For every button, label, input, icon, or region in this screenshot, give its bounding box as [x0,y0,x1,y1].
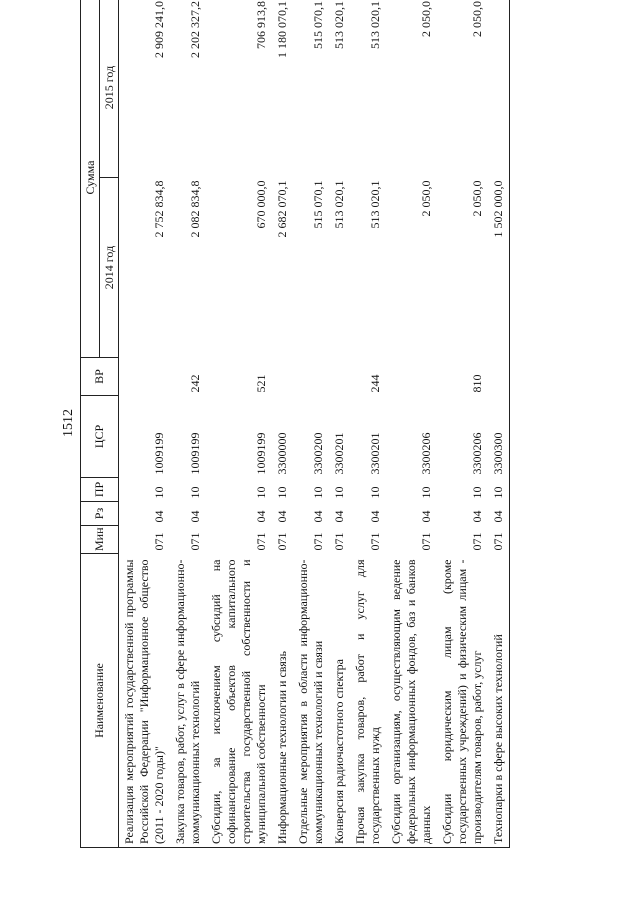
header-pr: ПР [81,478,119,502]
row-vr: 242 [188,374,202,393]
row-csr: 3300300 [488,396,510,478]
header-csr: ЦСР [81,396,119,478]
row-min: 071 [332,532,346,551]
row-rz: 04 [419,510,433,523]
row-min: 071 [188,532,202,551]
row-sum-2015: 513 020,1 [350,0,386,178]
row-name: Субсидии юридическим лицам (кроме государственных учреждений) и физическим лицам - производителям товаров, работ, услуг [437,554,488,848]
row-sum-2015 [488,0,510,178]
row-csr: 3300206 [470,432,484,475]
row-min: 071 [152,532,166,551]
row-pr: 10 [470,486,484,499]
header-min: Мин [81,526,119,554]
row-name: Субсидии организациям, осуществляющим ведение федеральных информационных фондов, баз и банков данных [386,554,437,848]
row-rz: 04 [254,510,268,523]
table-row [350,0,386,848]
row-rz: 04 [311,510,325,523]
row-csr: 3300000 [275,432,289,475]
row-name: Отдельные мероприятия в области информационно-коммуникационных технологий и связи [293,554,329,848]
row-sum-2014: 2 082 834,8 [188,180,202,238]
row-rz: 04 [188,510,202,523]
table-row [206,0,272,848]
row-vr: 810 [470,374,484,393]
row-sum-2014: 2 050,0 [470,180,484,217]
row-vr [293,358,329,396]
row-rz: 04 [152,510,166,523]
row-vr: 244 [368,374,382,393]
row-min: 071 [368,532,382,551]
table-row [293,0,329,848]
row-csr: 3300201 [368,432,382,475]
row-name: Закупка товаров, работ, услуг в сфере информационно-коммуникационных технологий [170,554,206,848]
row-vr [119,358,171,396]
row-rz: 04 [470,510,484,523]
row-sum-2014: 2 682 070,1 [275,180,289,238]
row-vr [329,358,350,396]
row-sum-2015: 2 050,0 [386,0,437,178]
row-vr [488,358,510,396]
row-name: Информационные технологии и связь [272,554,293,848]
row-sum-2014: 670 000,0 [254,180,268,229]
table-row [119,0,171,848]
row-vr: 521 [254,374,268,393]
row-sum-2015: 513 020,1 [329,0,350,178]
row-pr: 10 [488,478,510,502]
header-rz: Рз [81,502,119,526]
row-sum-2014: 1 502 000,0 [488,178,510,358]
row-sum-2015: 706 913,8 [206,0,272,178]
row-vr [386,358,437,396]
header-2015: 2015 год [100,0,119,178]
row-min: 071 [311,532,325,551]
row-pr: 10 [332,486,346,499]
row-sum-2014: 513 020,1 [368,180,382,229]
header-2014: 2014 год [100,178,119,358]
table-row [170,0,206,848]
table-row [386,0,437,848]
row-sum-2015: 515 070,1 [293,0,329,178]
row-pr: 10 [188,486,202,499]
budget-table [80,0,510,848]
row-sum-2014: 2 050,0 [419,180,433,217]
row-rz: 04 [275,510,289,523]
row-pr: 10 [311,486,325,499]
row-csr: 1009199 [188,432,202,475]
row-pr: 10 [419,486,433,499]
row-rz: 04 [488,502,510,526]
table-row [437,0,488,848]
row-csr: 3300200 [311,432,325,475]
row-min: 071 [275,532,289,551]
rotated-page [60,0,530,848]
row-pr: 10 [368,486,382,499]
header-sum: Сумма [81,0,100,358]
row-min: 071 [419,532,433,551]
row-min: 071 [488,526,510,554]
row-csr: 3300201 [332,432,346,475]
row-csr: 1009199 [152,432,166,475]
table-row [272,0,293,848]
row-vr [272,358,293,396]
row-pr: 10 [254,486,268,499]
row-sum-2015: 1 180 070,1 [272,0,293,178]
row-sum-2015: 2 202 327,2 [170,0,206,178]
row-pr: 10 [152,486,166,499]
row-min: 071 [470,532,484,551]
table-row [329,0,350,848]
table-row [488,0,510,848]
row-sum-2014: 515 070,1 [311,180,325,229]
row-sum-2014: 513 020,1 [332,180,346,229]
header-name: Наименование [81,554,119,848]
row-sum-2014: 2 752 834,8 [152,180,166,238]
row-name: Реализация мероприятий государственной программы Российской Федерации "Информационное общество (2011 - 2020 годы)" [119,554,171,848]
header-vr: ВР [81,358,119,396]
row-name: Субсидии, за исключением субсидий на софинансирование объектов капитального строительства государственной собственности и муниципальной собственности [206,554,272,848]
row-sum-2015: 2 909 241,0 [119,0,171,178]
row-name: Прочая закупка товаров, работ и услуг для государственных нужд [350,554,386,848]
row-rz: 04 [368,510,382,523]
page-number: 1512 [61,409,76,437]
row-min: 071 [254,532,268,551]
row-name: Технопарки в сфере высоких технологий [488,554,510,848]
row-csr: 1009199 [254,432,268,475]
row-rz: 04 [332,510,346,523]
row-pr: 10 [275,486,289,499]
row-csr: 3300206 [419,432,433,475]
row-sum-2015: 2 050,0 [437,0,488,178]
row-name: Конверсия радиочастотного спектра [329,554,350,848]
